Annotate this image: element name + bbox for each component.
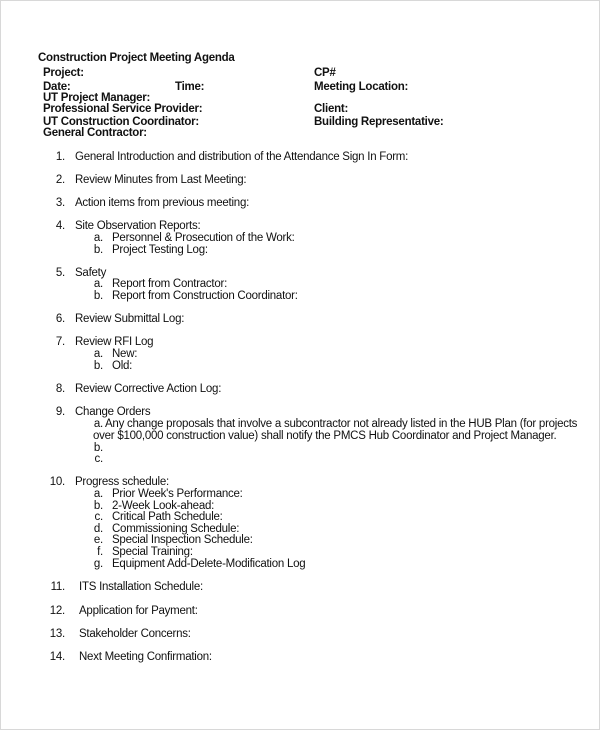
sub-item-old: Old: <box>112 360 133 372</box>
client-label: Client: <box>314 103 349 115</box>
sub-item-letter: b. <box>93 244 103 256</box>
sub-item-change-proposals: Any change proposals that involve a subcontractor not already listed in the HUB Plan (for projects <box>105 418 578 430</box>
sub-item-prior-week: Prior Week's Performance: <box>112 488 243 500</box>
agenda-item-stakeholder-concerns: Stakeholder Concerns: <box>79 628 191 640</box>
sub-item-personnel: Personnel & Prosecution of the Work: <box>112 232 295 244</box>
project-label: Project: <box>43 67 84 79</box>
sub-item-letter: d. <box>93 523 103 535</box>
professional-service-provider-label: Professional Service Provider: <box>43 103 203 115</box>
agenda-number: 7. <box>55 336 65 348</box>
agenda-number: 9. <box>55 406 65 418</box>
ut-construction-coordinator-label: UT Construction Coordinator: <box>43 116 199 128</box>
agenda-item-site-observation: Site Observation Reports: <box>75 220 201 232</box>
agenda-item-change-orders: Change Orders <box>75 406 151 418</box>
sub-item-letter: b. <box>93 360 103 372</box>
date-label: Date: <box>43 81 71 93</box>
agenda-item-progress-schedule: Progress schedule: <box>75 476 169 488</box>
sub-item-testing-log: Project Testing Log: <box>112 244 208 256</box>
cp-number-label: CP# <box>314 67 336 79</box>
agenda-number: 13. <box>49 628 65 640</box>
sub-item-look-ahead: 2-Week Look-ahead: <box>112 500 215 512</box>
document-title: Construction Project Meeting Agenda <box>38 52 235 64</box>
sub-item-letter: a. <box>93 278 103 290</box>
sub-item-coordinator-report: Report from Construction Coordinator: <box>112 290 298 302</box>
sub-item-special-training: Special Training: <box>112 546 193 558</box>
ut-project-manager-label: UT Project Manager: <box>43 92 151 104</box>
general-contractor-label: General Contractor: <box>43 127 147 139</box>
sub-item-change-proposals-continued: over $100,000 construction value) shall notify the PMCS Hub Coordinator and Project Manager. <box>93 430 557 442</box>
agenda-number: 3. <box>55 197 65 209</box>
sub-item-letter: a. <box>93 348 103 360</box>
sub-item-contractor-report: Report from Contractor: <box>112 278 228 290</box>
meeting-location-label: Meeting Location: <box>314 81 409 93</box>
agenda-number: 14. <box>49 651 65 663</box>
agenda-number: 12. <box>49 605 65 617</box>
sub-item-letter: c. <box>94 511 103 523</box>
agenda-number: 5. <box>55 267 65 279</box>
sub-item-letter: a. <box>93 418 103 430</box>
sub-item-letter: g. <box>93 558 103 570</box>
agenda-number: 8. <box>55 383 65 395</box>
agenda-item-rfi-log: Review RFI Log <box>75 336 154 348</box>
agenda-item-safety: Safety <box>75 267 107 279</box>
sub-item-equipment-log: Equipment Add-Delete-Modification Log <box>112 558 306 570</box>
agenda-item-submittal-log: Review Submittal Log: <box>75 313 185 325</box>
agenda-number: 1. <box>55 151 65 163</box>
sub-item-letter: f. <box>97 546 103 558</box>
agenda-item-next-meeting: Next Meeting Confirmation: <box>79 651 212 663</box>
agenda-item-payment: Application for Payment: <box>79 605 198 617</box>
sub-item-special-inspection: Special Inspection Schedule: <box>112 534 253 546</box>
sub-item-commissioning: Commissioning Schedule: <box>112 523 240 535</box>
agenda-number: 4. <box>55 220 65 232</box>
agenda-item-review-minutes: Review Minutes from Last Meeting: <box>75 174 247 186</box>
agenda-item-introduction: General Introduction and distribution of the Attendance Sign In Form: <box>75 151 409 163</box>
sub-item-letter: a. <box>93 232 103 244</box>
sub-item-letter: a. <box>93 488 103 500</box>
time-label: Time: <box>175 81 205 93</box>
sub-item-letter: b. <box>93 500 103 512</box>
agenda-item-its-installation: ITS Installation Schedule: <box>79 581 203 593</box>
building-representative-label: Building Representative: <box>314 116 444 128</box>
agenda-number: 10. <box>49 476 65 488</box>
sub-item-new: New: <box>112 348 138 360</box>
agenda-number: 6. <box>55 313 65 325</box>
sub-item-letter: c. <box>94 453 103 465</box>
agenda-number: 2. <box>55 174 65 186</box>
agenda-number: 11. <box>50 581 65 593</box>
sub-item-critical-path: Critical Path Schedule: <box>112 511 223 523</box>
agenda-item-action-items: Action items from previous meeting: <box>75 197 250 209</box>
sub-item-letter: e. <box>93 534 103 546</box>
agenda-item-corrective-action: Review Corrective Action Log: <box>75 383 222 395</box>
sub-item-letter: b. <box>93 290 103 302</box>
sub-item-letter: b. <box>93 442 103 454</box>
